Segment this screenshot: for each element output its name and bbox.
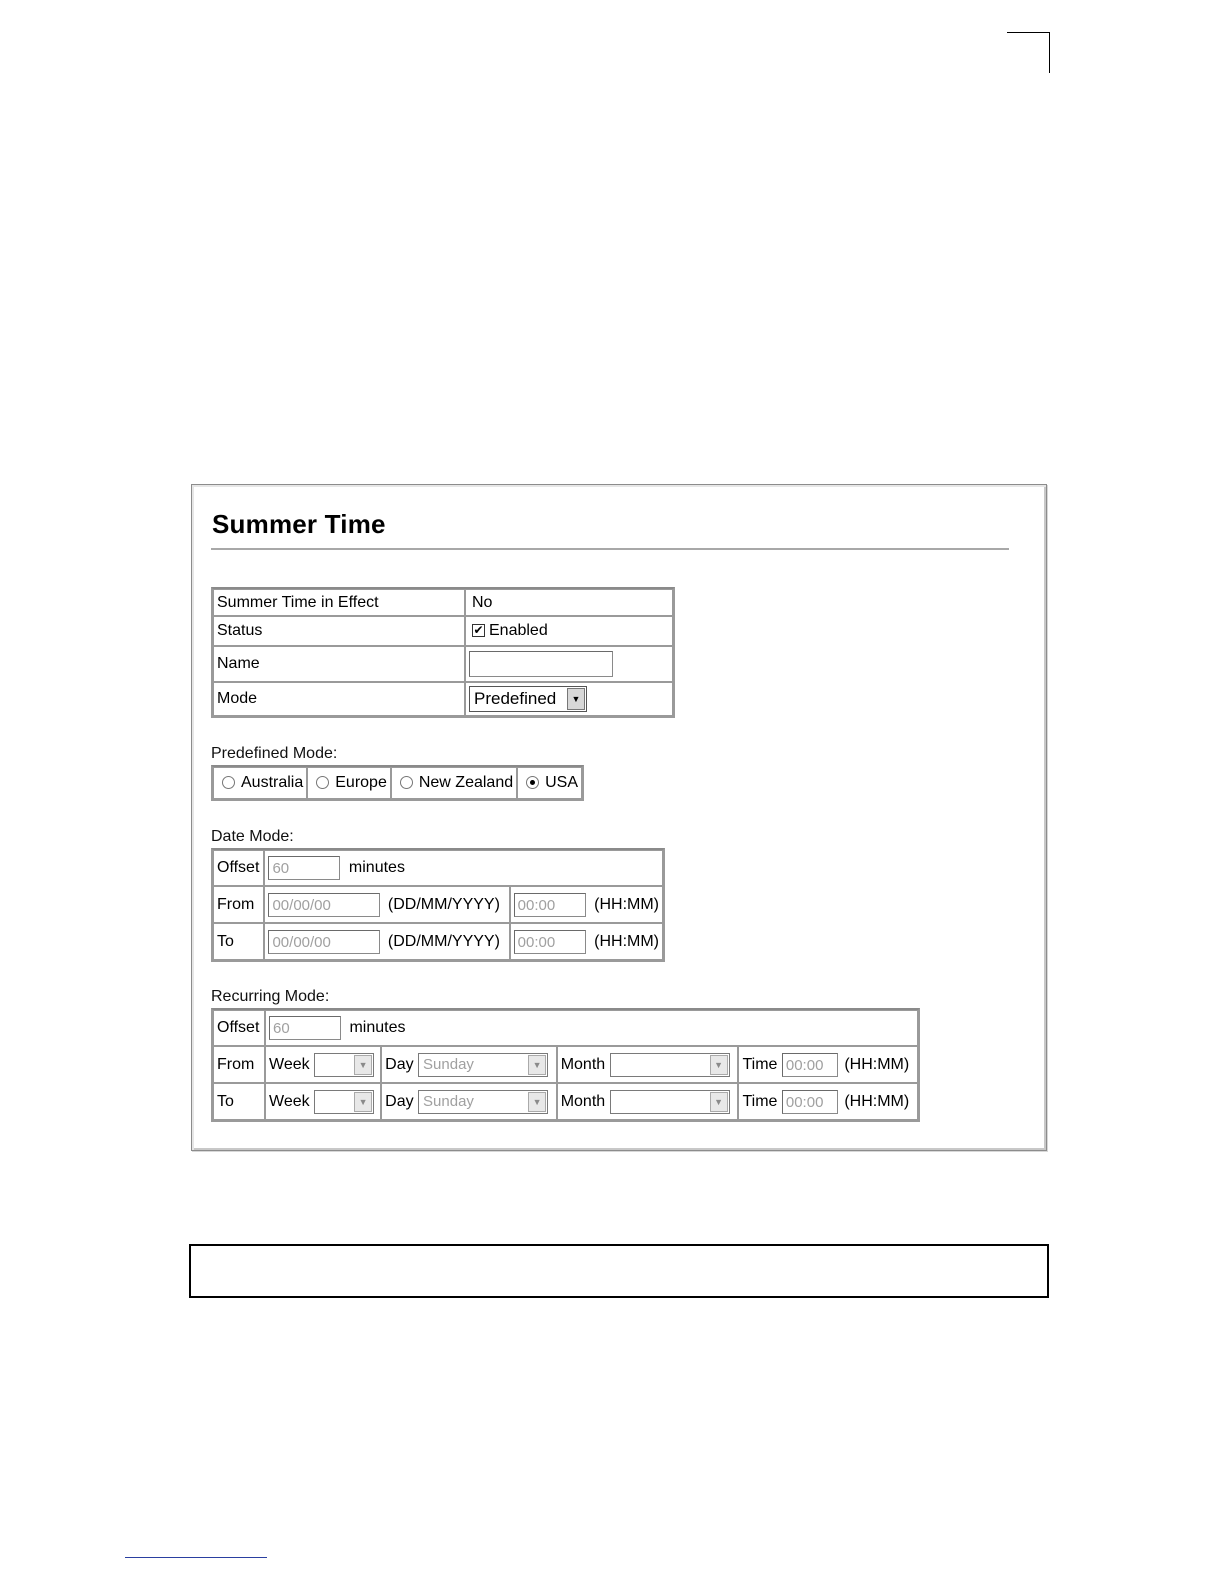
chevron-down-icon: ▼ bbox=[354, 1092, 372, 1112]
date-from-label: From bbox=[213, 886, 264, 923]
predefined-mode-label: Predefined Mode: bbox=[211, 745, 338, 762]
rec-offset-label: Offset bbox=[213, 1010, 265, 1046]
predefined-mode-table bbox=[211, 765, 584, 801]
date-format-hint: (DD/MM/YYYY) bbox=[387, 932, 500, 950]
radio-australia-cell[interactable] bbox=[213, 767, 307, 799]
date-to-time-input[interactable]: 00:00 bbox=[514, 930, 586, 954]
recurring-mode-table bbox=[211, 1008, 920, 1122]
date-from-date-input[interactable]: 00/00/00 bbox=[268, 893, 380, 917]
rec-to-time-cell bbox=[738, 1083, 918, 1120]
rec-offset-input[interactable]: 60 bbox=[269, 1016, 341, 1040]
rec-from-day-value: Sunday bbox=[423, 1055, 474, 1073]
month-label: Month bbox=[560, 1092, 606, 1110]
chevron-down-icon: ▼ bbox=[710, 1055, 728, 1075]
time-format-hint: (HH:MM) bbox=[594, 932, 659, 950]
rec-to-week-select[interactable] bbox=[314, 1090, 374, 1114]
chevron-down-icon: ▼ bbox=[710, 1092, 728, 1112]
mode-select-value: Predefined bbox=[474, 689, 557, 708]
day-label: Day bbox=[385, 1055, 414, 1073]
radio-usa[interactable] bbox=[526, 776, 539, 789]
name-input[interactable] bbox=[469, 651, 613, 677]
month-label: Month bbox=[560, 1055, 606, 1073]
in-effect-value: No bbox=[465, 589, 673, 616]
chevron-down-icon: ▼ bbox=[528, 1092, 546, 1112]
summer-time-panel bbox=[191, 484, 1047, 1151]
chevron-down-icon: ▼ bbox=[528, 1055, 546, 1075]
name-cell bbox=[465, 646, 673, 682]
time-format-hint: (HH:MM) bbox=[844, 1055, 910, 1073]
title-divider bbox=[211, 548, 1009, 550]
radio-usa-cell[interactable] bbox=[517, 767, 582, 799]
radio-new-zealand[interactable] bbox=[400, 776, 413, 789]
week-label: Week bbox=[269, 1092, 310, 1110]
rec-to-time-input[interactable]: 00:00 bbox=[782, 1090, 838, 1114]
date-offset-label: Offset bbox=[213, 850, 264, 886]
rec-offset-cell bbox=[265, 1010, 918, 1046]
date-to-date-input[interactable]: 00/00/00 bbox=[268, 930, 380, 954]
mode-cell bbox=[465, 682, 673, 716]
rec-to-day-select[interactable] bbox=[418, 1090, 548, 1114]
week-label: Week bbox=[269, 1055, 310, 1073]
rec-to-month-cell bbox=[557, 1083, 739, 1120]
page-corner-mark bbox=[1007, 32, 1050, 33]
rec-to-day-value: Sunday bbox=[423, 1092, 474, 1110]
date-to-date-cell bbox=[264, 923, 509, 960]
time-label: Time bbox=[742, 1092, 778, 1110]
date-from-time-cell bbox=[510, 886, 663, 923]
time-label: Time bbox=[742, 1055, 778, 1073]
name-label: Name bbox=[213, 646, 465, 682]
date-mode-label: Date Mode: bbox=[211, 828, 294, 845]
day-label: Day bbox=[385, 1092, 414, 1110]
rec-from-day-select[interactable] bbox=[418, 1053, 548, 1077]
radio-australia[interactable] bbox=[222, 776, 235, 789]
rec-from-time-cell bbox=[738, 1046, 918, 1083]
rec-to-month-select[interactable] bbox=[610, 1090, 730, 1114]
status-cell bbox=[465, 616, 673, 646]
footer-rule bbox=[125, 1557, 267, 1558]
status-enabled-checkbox[interactable]: ✔ bbox=[473, 623, 484, 638]
time-format-hint: (HH:MM) bbox=[844, 1092, 910, 1110]
chevron-down-icon: ▼ bbox=[354, 1055, 372, 1075]
rec-to-week-cell bbox=[265, 1083, 381, 1120]
rec-from-month-select[interactable] bbox=[610, 1053, 730, 1077]
radio-usa-label: USA bbox=[545, 774, 579, 791]
rec-from-time-input[interactable]: 00:00 bbox=[782, 1053, 838, 1077]
chevron-down-icon: ▼ bbox=[567, 688, 585, 710]
rec-from-month-cell bbox=[557, 1046, 739, 1083]
date-from-date-cell bbox=[264, 886, 509, 923]
general-settings-table bbox=[211, 587, 675, 718]
radio-new-zealand-cell[interactable] bbox=[391, 767, 517, 799]
rec-from-week-cell bbox=[265, 1046, 381, 1083]
date-minutes-label: minutes bbox=[348, 859, 405, 877]
recurring-mode-label: Recurring Mode: bbox=[211, 988, 330, 1005]
note-box bbox=[189, 1244, 1049, 1298]
rec-from-label: From bbox=[213, 1046, 265, 1083]
date-from-time-input[interactable]: 00:00 bbox=[514, 893, 586, 917]
rec-to-label: To bbox=[213, 1083, 265, 1120]
date-offset-cell bbox=[264, 850, 663, 886]
page-title: Summer Time bbox=[212, 509, 386, 539]
rec-from-week-select[interactable] bbox=[314, 1053, 374, 1077]
radio-europe-label: Europe bbox=[335, 774, 387, 791]
radio-europe-cell[interactable] bbox=[307, 767, 391, 799]
rec-from-day-cell bbox=[381, 1046, 557, 1083]
date-to-label: To bbox=[213, 923, 264, 960]
radio-australia-label: Australia bbox=[241, 774, 304, 791]
status-enabled-label: Enabled bbox=[489, 622, 548, 639]
in-effect-label: Summer Time in Effect bbox=[213, 589, 465, 616]
mode-select[interactable] bbox=[469, 686, 587, 712]
rec-to-day-cell bbox=[381, 1083, 557, 1120]
date-format-hint: (DD/MM/YYYY) bbox=[387, 895, 500, 913]
radio-new-zealand-label: New Zealand bbox=[418, 774, 514, 791]
page-corner-mark-vertical bbox=[1049, 32, 1050, 73]
time-format-hint: (HH:MM) bbox=[594, 895, 659, 913]
rec-minutes-label: minutes bbox=[349, 1019, 406, 1037]
status-label: Status bbox=[213, 616, 465, 646]
mode-label: Mode bbox=[213, 682, 465, 716]
radio-europe[interactable] bbox=[316, 776, 329, 789]
date-mode-table bbox=[211, 848, 665, 962]
date-to-time-cell bbox=[510, 923, 663, 960]
date-offset-input[interactable]: 60 bbox=[268, 856, 340, 880]
